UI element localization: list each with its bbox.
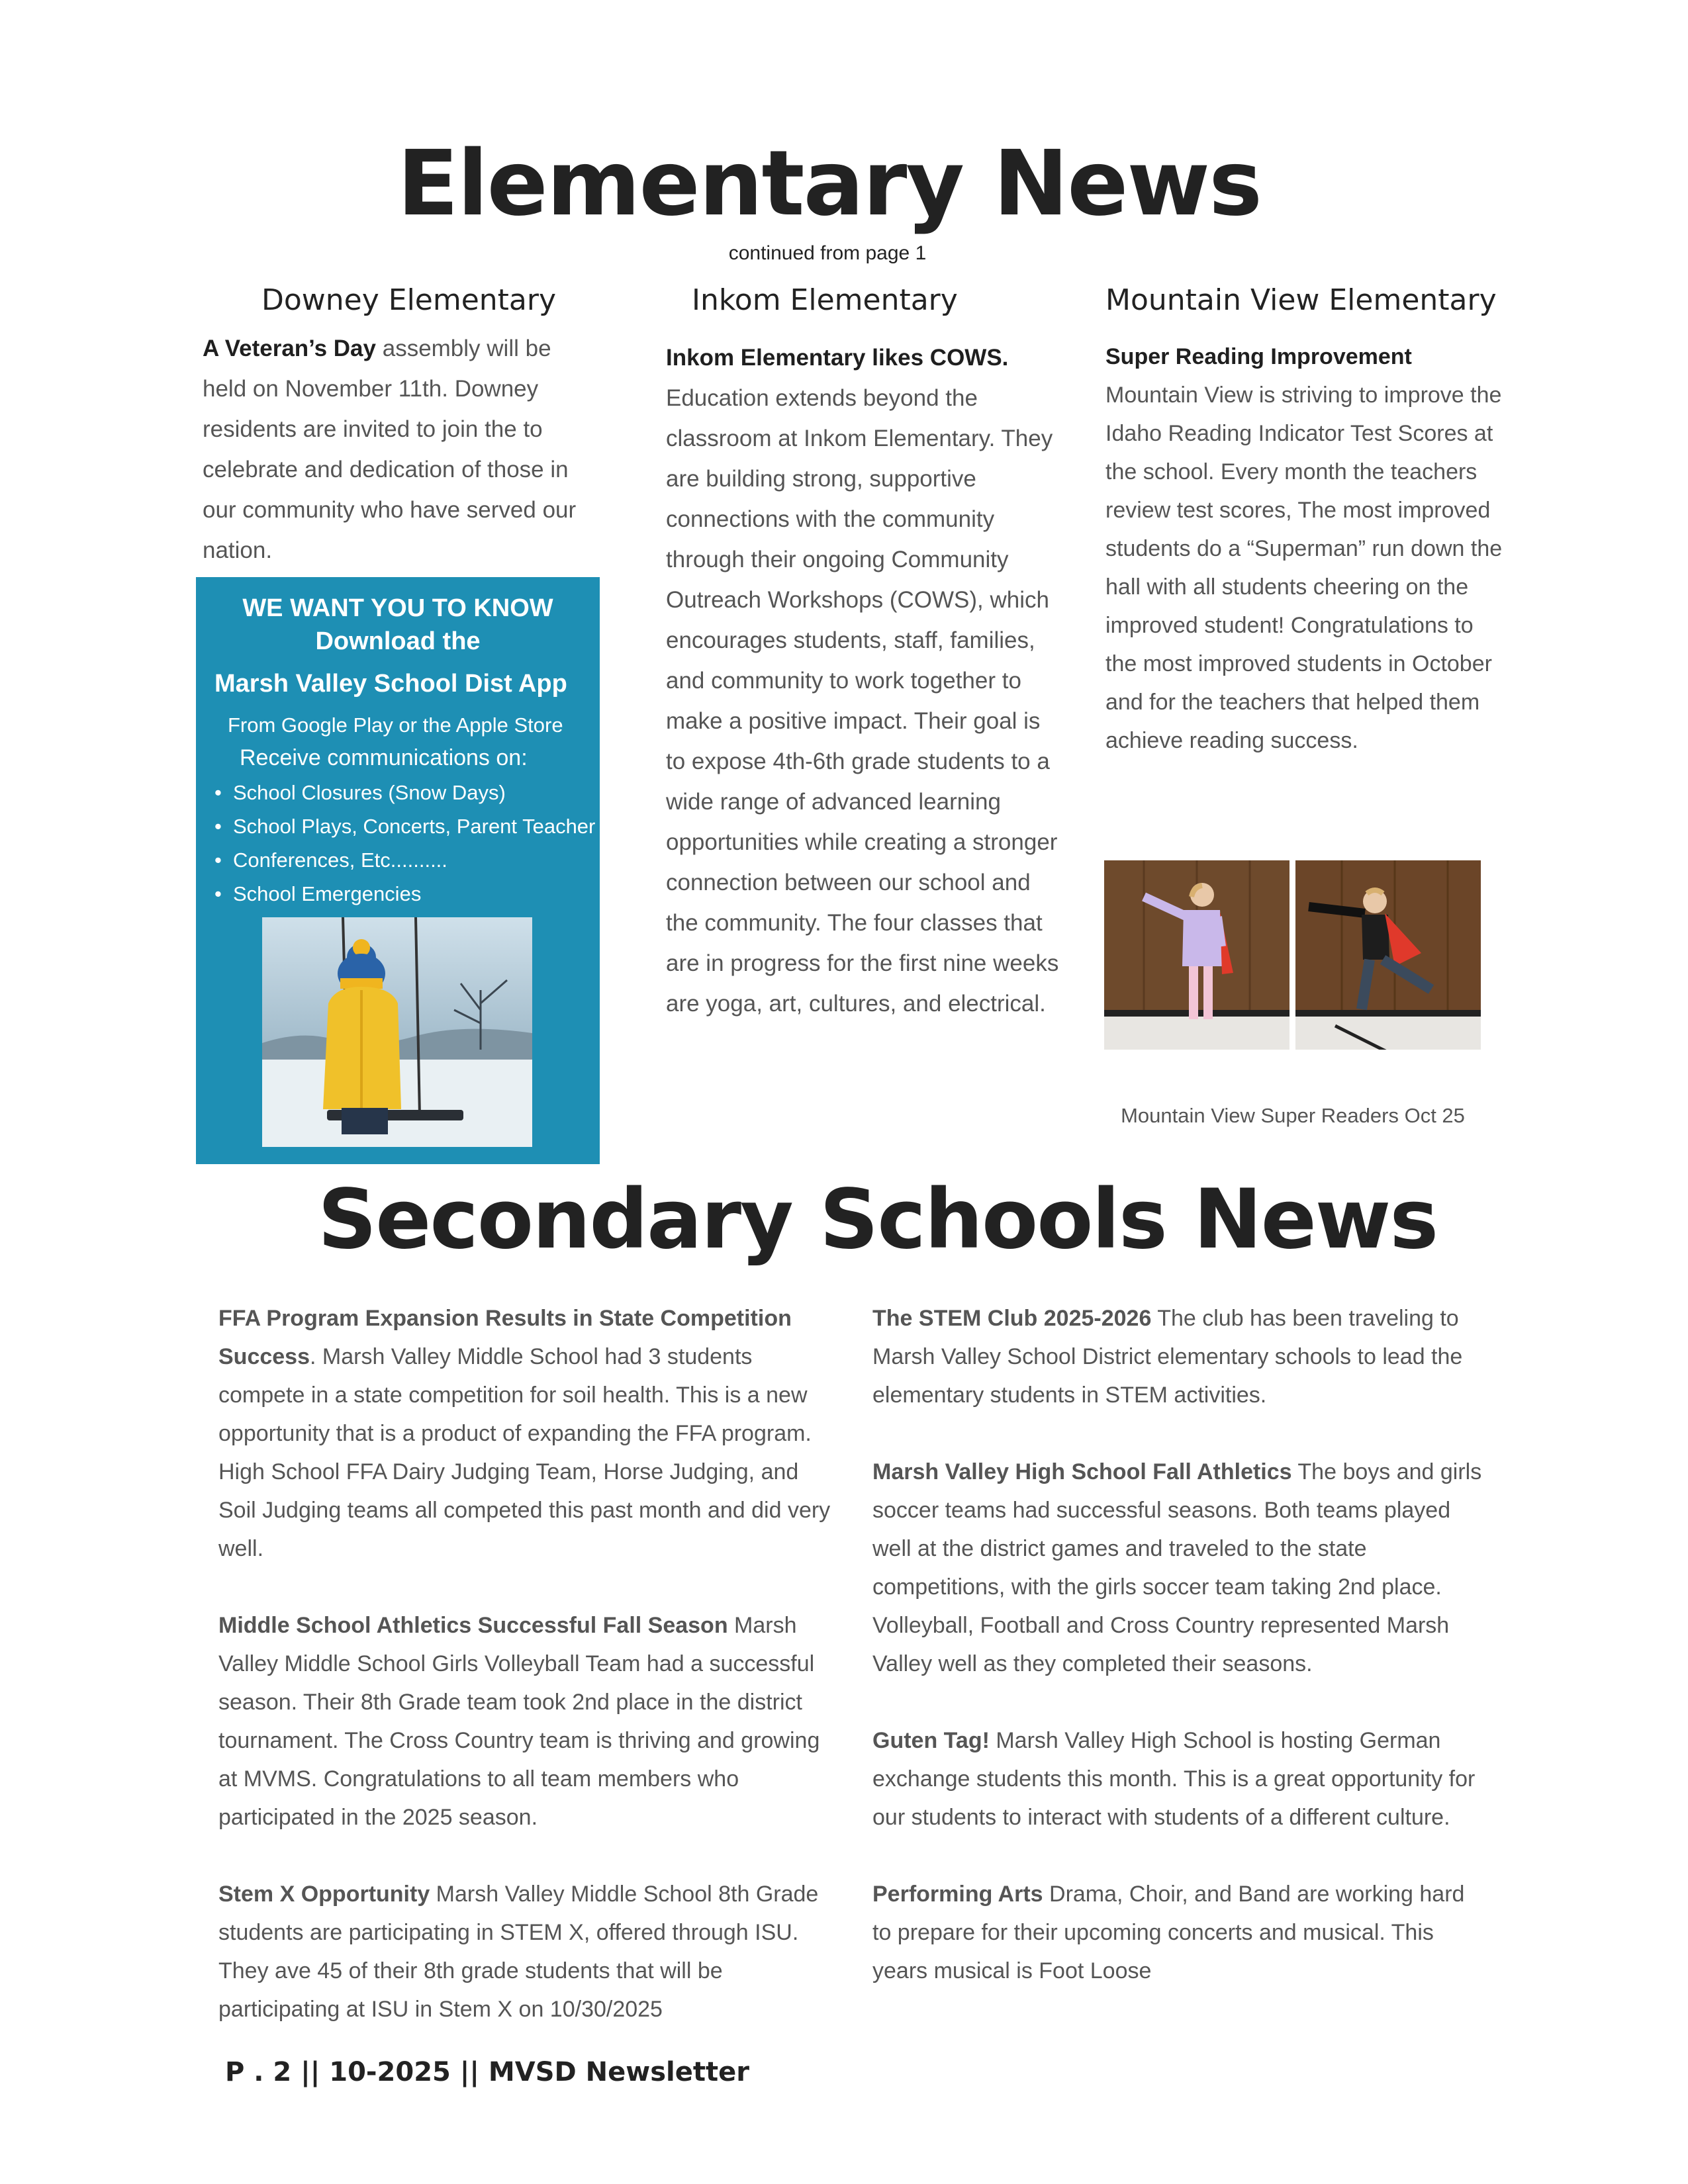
secondary-article bbox=[872, 1721, 1488, 1837]
promo-bullet: • School Plays, Concerts, Parent Teacher bbox=[214, 809, 595, 843]
page-footer: P . 2 || 10-2025 || MVSD Newsletter bbox=[225, 2057, 749, 2087]
elementary-news-title: Elementary News bbox=[397, 132, 1262, 236]
secondary-article bbox=[218, 1875, 834, 2028]
article-text: Drama, Choir, and Band are working hard to prepare for their upcoming concerts and musical. This years musical is Foot Loose bbox=[872, 1882, 1465, 1983]
app-promo-box bbox=[196, 577, 600, 1164]
secondary-article bbox=[872, 1299, 1488, 1414]
inkom-heading: Inkom Elementary bbox=[692, 283, 958, 317]
secondary-article bbox=[218, 1299, 834, 1568]
promo-bullet-list bbox=[214, 776, 595, 911]
mountain-view-lead: Super Reading Improvement bbox=[1105, 344, 1412, 369]
continued-note: continued from page 1 bbox=[728, 242, 927, 264]
article-text: . Marsh Valley Middle School had 3 students compete in a state competition for soil health. This is a new opportunity that is a product of expanding the FFA program. High School FFA Dairy Judging Team, Horse Judging, and Soil Judging teams all competed this past month and did very well. bbox=[218, 1344, 831, 1561]
promo-download: Download the bbox=[315, 627, 481, 655]
promo-app-name: Marsh Valley School Dist App bbox=[214, 670, 567, 698]
inkom-text: Education extends beyond the classroom at Inkom Elementary. They are building strong, supportive connections with the community through their ongoing Community Outreach Workshops (COWS), which encourages students, staff, families, and community to work together to make a positive impact. Their goal is to expose 4th-6th grade students to a wide range of advanced learning opportunities while creating a stronger connection between our school and the community. The four classes that are in progress for the first nine weeks are yoga, art, cultures, and electrical. bbox=[666, 385, 1059, 1017]
article-heading: Middle School Athletics Successful Fall Season bbox=[218, 1613, 728, 1638]
article-text: Marsh Valley Middle School Girls Volleyball Team had a successful season. Their 8th Grade team took 2nd place in the district tournament. The Cross Country team is thriving and growing at MVMS. Congratulations to all team members who participated in the 2025 season. bbox=[218, 1613, 820, 1830]
mountain-view-text: Mountain View is striving to improve the Idaho Reading Indicator Test Scores at the school. Every month the teachers review test scores, The most improved students do a “Superman” run down the hall with all students cheering on the improved student! Congratulations to the most improved students in October and for the teachers that helped them achieve reading success. bbox=[1105, 383, 1503, 753]
article-heading: Guten Tag! bbox=[872, 1728, 990, 1753]
mountain-view-article bbox=[1105, 338, 1503, 760]
article-heading: Stem X Opportunity bbox=[218, 1882, 430, 1907]
mountain-view-caption: Mountain View Super Readers Oct 25 bbox=[1121, 1104, 1465, 1127]
downey-article bbox=[203, 328, 600, 570]
article-text: The boys and girls soccer teams had successful seasons. Both teams played well at the district games and traveled to the state competitions, with the girls soccer team taking 2nd place. Volleyball, Football and Cross Country represented Marsh Valley well as they completed their seasons. bbox=[872, 1459, 1482, 1676]
promo-receive: Receive communications on: bbox=[240, 745, 528, 770]
secondary-news-title: Secondary Schools News bbox=[318, 1172, 1438, 1267]
secondary-article bbox=[218, 1606, 834, 1837]
article-text: The club has been traveling to Marsh Valley School District elementary schools to lead the elementary students in STEM activities. bbox=[872, 1306, 1463, 1408]
promo-bullet: • School Emergencies bbox=[214, 877, 595, 911]
secondary-article bbox=[872, 1453, 1488, 1683]
inkom-article bbox=[666, 338, 1063, 1024]
article-text: Marsh Valley Middle School 8th Grade students are participating in STEM X, offered through ISU. They ave 45 of their 8th grade students that will be participating at ISU in Stem X on 10/30/2025 bbox=[218, 1882, 819, 2022]
article-heading: Marsh Valley High School Fall Athletics bbox=[872, 1459, 1292, 1484]
super-reader-photo-2 bbox=[1295, 860, 1481, 1050]
super-reader-photo-1 bbox=[1104, 860, 1289, 1050]
promo-store: From Google Play or the Apple Store bbox=[228, 713, 563, 737]
child-on-swing-image bbox=[262, 917, 532, 1147]
article-heading: Performing Arts bbox=[872, 1882, 1043, 1907]
article-heading: The STEM Club 2025-2026 bbox=[872, 1306, 1152, 1331]
promo-headline: WE WANT YOU TO KNOW bbox=[242, 594, 553, 622]
mountain-view-heading: Mountain View Elementary bbox=[1105, 283, 1497, 317]
article-heading: FFA Program Expansion Results in State Competition Success bbox=[218, 1306, 792, 1369]
promo-bullet: • Conferences, Etc.......... bbox=[214, 843, 595, 877]
secondary-article bbox=[872, 1875, 1488, 1990]
downey-lead: A Veteran’s Day bbox=[203, 336, 376, 361]
inkom-lead: Inkom Elementary likes COWS. bbox=[666, 345, 1009, 371]
promo-bullet: • School Closures (Snow Days) bbox=[214, 776, 595, 809]
downey-heading: Downey Elementary bbox=[261, 283, 557, 317]
secondary-right-column bbox=[872, 1299, 1488, 1990]
downey-text: assembly will be held on November 11th. Downey residents are invited to join the to celebrate and dedication of those in our community who have served our nation. bbox=[203, 336, 577, 563]
secondary-left-column bbox=[218, 1299, 834, 2028]
article-text: Marsh Valley High School is hosting German exchange students this month. This is a great opportunity for our students to interact with students of a different culture. bbox=[872, 1728, 1476, 1830]
